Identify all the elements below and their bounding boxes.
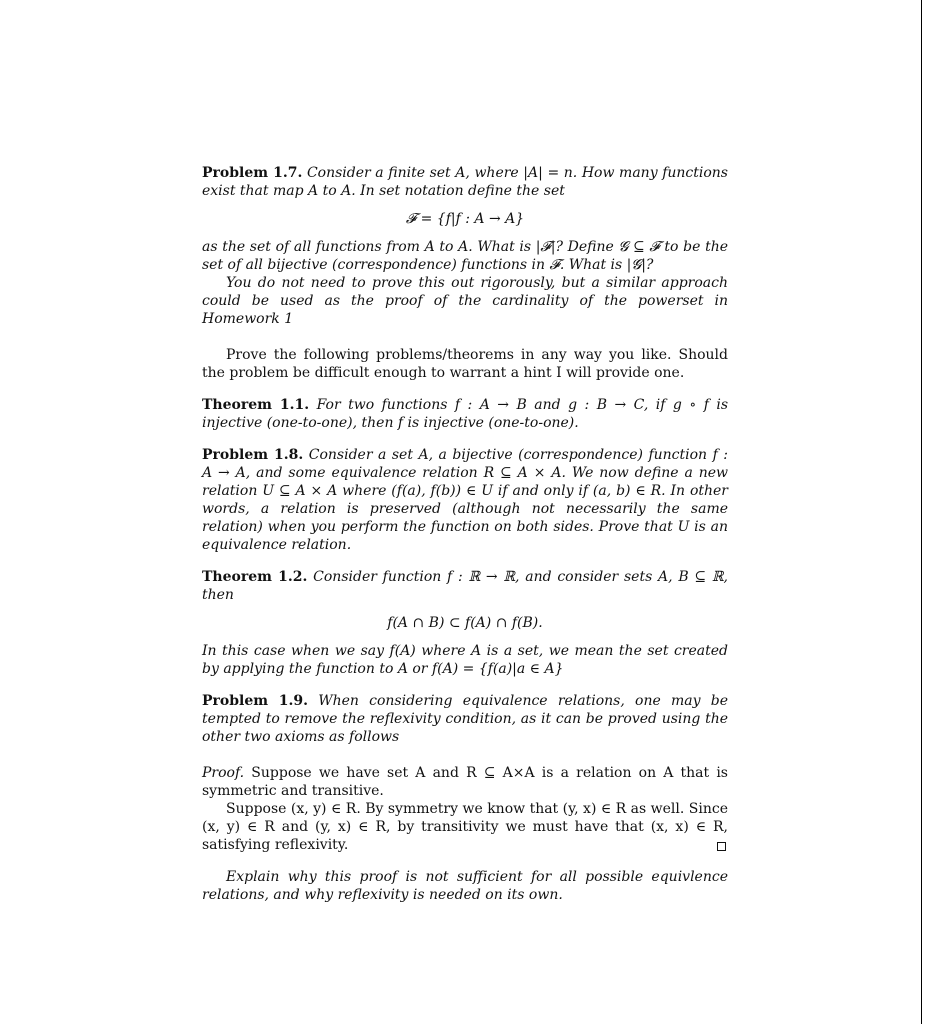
theorem-1-1-label: Theorem 1.1.	[202, 397, 310, 413]
theorem-1-2	[202, 568, 728, 604]
proof-text-1: Suppose we have set A and R ⊆ A×A is a relation on A that is symmetric and transitive.	[202, 765, 728, 799]
problem-1-9-label: Problem 1.9.	[202, 693, 308, 709]
problem-1-9-text: When considering equivalence relations, one may be tempted to remove the reflexivity condition, as it can be proved using the other two axioms as follows	[202, 693, 728, 745]
proof-label: Proof.	[202, 765, 245, 781]
theorem-1-1-text: For two functions f : A → B and g : B → C, if g ∘ f is injective (one-to-one), then f is injective (one-to-one).	[202, 397, 729, 431]
proof-body	[202, 800, 728, 854]
theorem-1-1	[202, 396, 728, 432]
problem-1-8-label: Problem 1.8.	[202, 447, 304, 463]
problem-1-7-continued: as the set of all functions from A to A. What is |𝓕|? Define 𝓖 ⊆ 𝓕 to be the set of all bijective (correspondence) functions in 𝓕. What is |𝓖|?	[202, 239, 728, 273]
problem-1-7-text: Consider a finite set A, where |A| = n. How many functions exist that map A to A. In set notation define the set	[202, 165, 728, 199]
theorem-1-2-explanation: In this case when we say f(A) where A is a set, we mean the set created by applying the function to A or f(A) = {f(a)|a ∈ A}	[202, 643, 728, 677]
formula-image-intersection: f(A ∩ B) ⊂ f(A) ∩ f(B).	[387, 615, 543, 631]
theorem-1-2-label: Theorem 1.2.	[202, 569, 308, 585]
page-edge	[921, 0, 922, 1024]
problem-1-7	[202, 164, 728, 200]
theorem-1-2-text: Consider function f : ℝ → ℝ, and consider sets A, B ⊆ ℝ, then	[202, 569, 729, 603]
problem-1-8	[202, 446, 728, 554]
problem-1-7-note: You do not need to prove this out rigorously, but a similar approach could be used as the proof of the cardinality of the powerset in Homework 1	[202, 275, 728, 327]
qed-square-icon	[717, 842, 726, 851]
closing-question: Explain why this proof is not sufficient for all possible equivlence relations, and why reflexivity is needed on its own.	[202, 869, 728, 903]
problem-1-8-text: Consider a set A, a bijective (correspondence) function f : A → A, and some equivalence relation R ⊆ A × A. We now define a new relation U ⊆ A × A where (f(a), f(b)) ∈ U if and only if (a, b) ∈ R. In other words, a relation is preserved (although not necessarily the same relation) when you perform the function on both sides. Prove that U is an equivalence relation.	[202, 447, 728, 553]
proof	[202, 764, 728, 800]
instructions: Prove the following problems/theorems in any way you like. Should the problem be difficult enough to warrant a hint I will provide one.	[202, 347, 728, 381]
problem-1-7-label: Problem 1.7.	[202, 165, 303, 181]
problem-1-9	[202, 692, 728, 746]
proof-text-2: Suppose (x, y) ∈ R. By symmetry we know that (y, x) ∈ R as well. Since (x, y) ∈ R and (y, x) ∈ R, by transitivity we must have that (x, x) ∈ R, satisfying reflexivity.	[202, 801, 728, 853]
formula-set-f: 𝓕 = {f|f : A → A}	[405, 211, 525, 227]
document-body	[202, 164, 728, 904]
